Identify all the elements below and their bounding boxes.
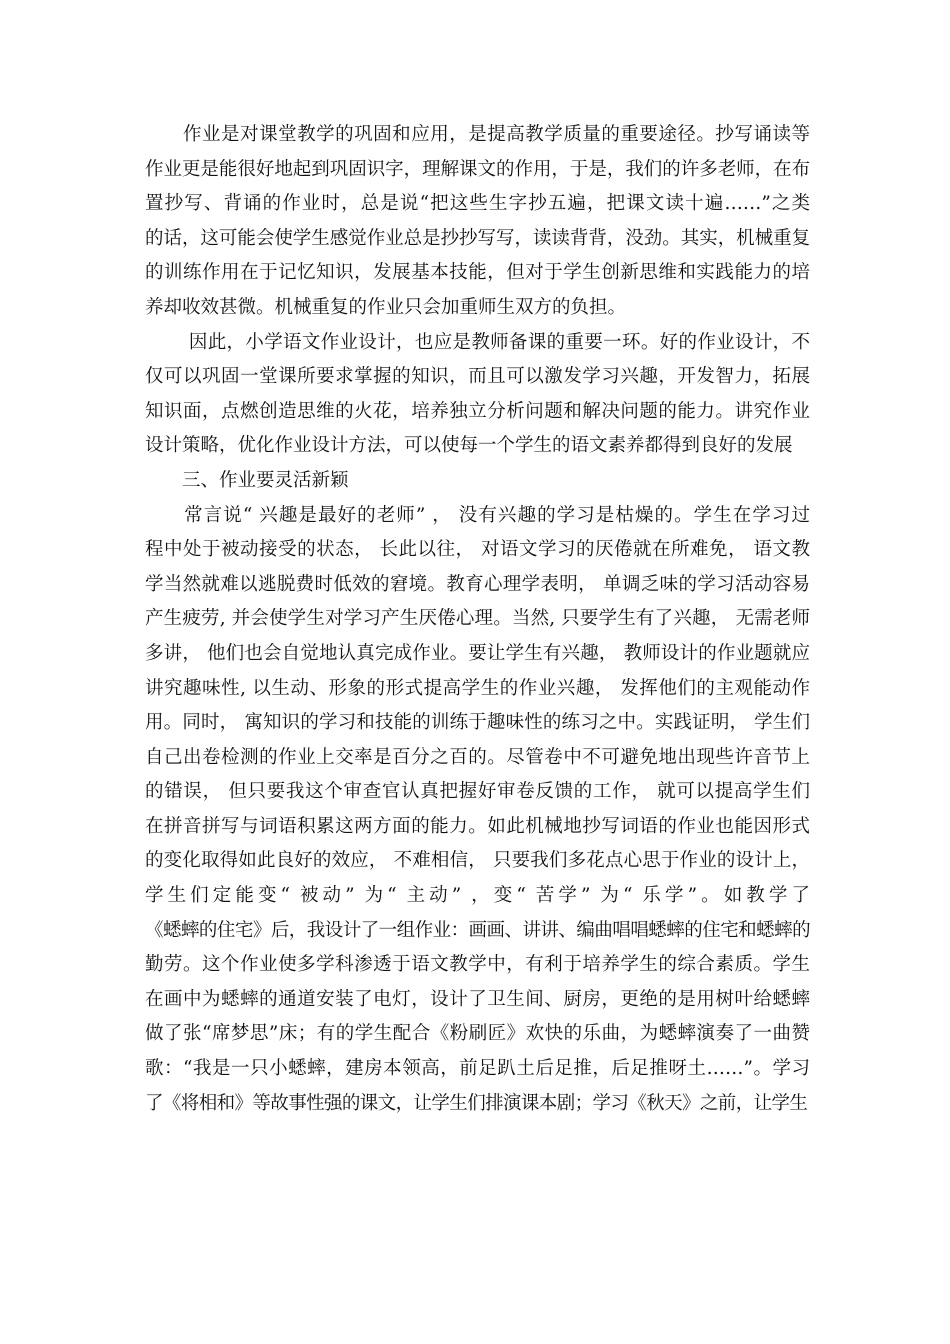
text-line: 的训练作用在于记忆知识，发展基本技能，但对于学生创新思维和实践能力的培 (145, 262, 810, 284)
text-line: 学生们定能变“ 被动” 为“ 主动” ，变“ 苦学” 为“ 乐学”。如教学了 (145, 885, 810, 907)
document-body (145, 118, 810, 1121)
text-line: 三、作业要灵活新颖 (145, 469, 349, 491)
text-line: 在拼音拼写与词语积累这两方面的能力。如此机械地抄写词语的作业也能因形式 (145, 815, 810, 837)
text-line: 知识面，点燃创造思维的火花，培养独立分析问题和解决问题的能力。讲究作业 (145, 400, 810, 422)
text-line: 的话，这可能会使学生感觉作业总是抄抄写写，读读背背，没劲。其实，机械重复 (145, 227, 810, 249)
text-line: 学当然就难以逃脱费时低效的窘境。教育心理学表明， 单调乏味的学习活动容易 (145, 573, 810, 595)
text-line: 置抄写、背诵的作业时，总是说“把这些生字抄五遍，把课文读十遍……”之类 (145, 193, 810, 215)
text-line: 做了张“席梦思”床；有的学生配合《粉刷匠》欢快的乐曲，为蟋蟀演奏了一曲赞 (145, 1023, 810, 1045)
text-line: 自己出卷检测的作业上交率是百分之百的。尽管卷中不可避免地出现些许音节上 (145, 746, 810, 768)
paragraph (145, 326, 810, 464)
text-line: 程中处于被动接受的状态， 长此以往， 对语文学习的厌倦就在所难免， 语文教 (145, 539, 810, 561)
text-line: 常言说“ 兴趣是最好的老师” ， 没有兴趣的学习是枯燥的。学生在学习过 (145, 504, 810, 526)
text-line: 因此，小学语文作业设计，也应是教师备课的重要一环。好的作业设计，不 (145, 331, 810, 353)
paragraph (145, 118, 810, 326)
text-line: 了《将相和》等故事性强的课文，让学生们排演课本剧；学习《秋天》之前，让学生 (145, 1092, 808, 1114)
paragraph (145, 499, 810, 1122)
text-line: 仅可以巩固一堂课所要求掌握的知识，而且可以激发学习兴趣，开发智力，拓展 (145, 366, 810, 388)
text-line: 《蟋蟀的住宅》后，我设计了一组作业：画画、讲讲、编曲唱唱蟋蟀的住宅和蟋蟀的 (145, 919, 810, 941)
text-line: 的变化取得如此良好的效应， 不难相信， 只要我们多花点心思于作业的设计上， (145, 850, 810, 872)
section-heading (145, 464, 810, 499)
text-line: 用。同时， 寓知识的学习和技能的训练于趣味性的练习之中。实践证明， 学生们 (145, 712, 810, 734)
text-line: 的错误， 但只要我这个审查官认真把握好审卷反馈的工作， 就可以提高学生们 (145, 781, 810, 803)
text-line: 多讲， 他们也会自觉地认真完成作业。要让学生有兴趣， 教师设计的作业题就应 (145, 642, 810, 664)
text-line: 勤劳。这个作业使多学科渗透于语文教学中，有利于培养学生的综合素质。学生 (145, 954, 810, 976)
text-line: 在画中为蟋蟀的通道安装了电灯，设计了卫生间、厨房，更绝的是用树叶给蟋蟀 (145, 988, 810, 1010)
text-line: 作业是对课堂教学的巩固和应用，是提高教学质量的重要途径。抄写诵读等 (145, 124, 810, 145)
text-line: 养却收效甚微。机械重复的作业只会加重师生双方的负担。 (145, 296, 627, 318)
text-line: 产生疲劳, 并会使学生对学习产生厌倦心理。当然, 只要学生有了兴趣， 无需老师 (145, 608, 810, 630)
text-line: 歌：“我是一只小蟋蟀，建房本领高，前足趴土后足推，后足推呀土……”。学习 (145, 1058, 810, 1080)
text-line: 设计策略，优化作业设计方法，可以使每一个学生的语文素养都得到良好的发展 (145, 435, 793, 457)
text-line: 作业更是能很好地起到巩固识字，理解课文的作用，于是，我们的许多老师，在布 (145, 158, 810, 180)
text-line: 讲究趣味性, 以生动、形象的形式提高学生的作业兴趣， 发挥他们的主观能动作 (145, 677, 810, 699)
